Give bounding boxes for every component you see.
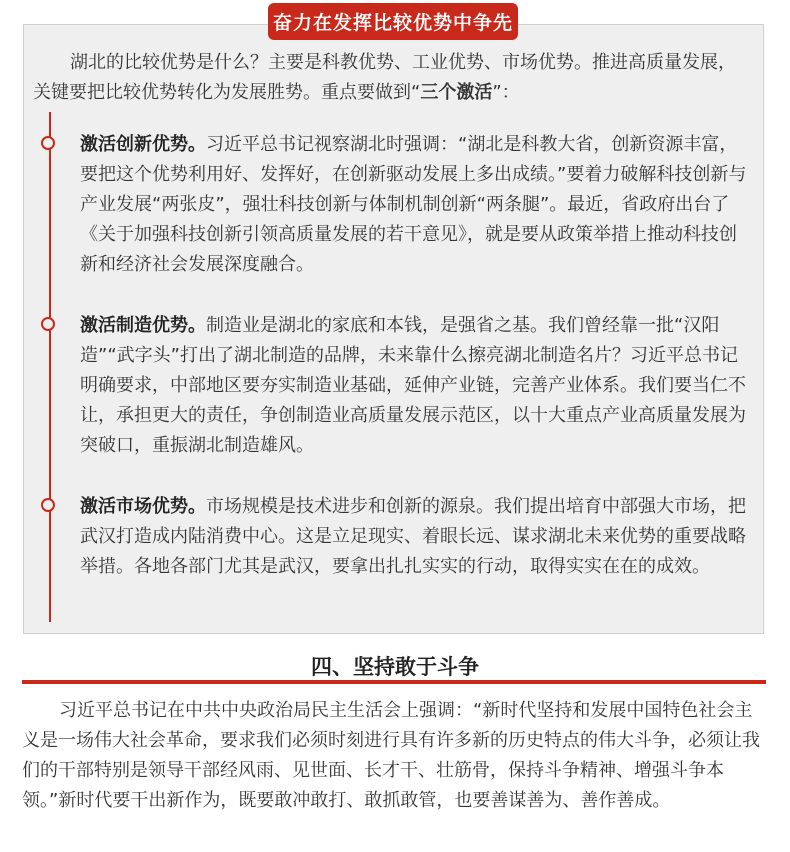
item-heading: 激活市场优势。	[80, 496, 206, 517]
timeline-dot	[41, 136, 55, 150]
timeline-dot	[41, 317, 55, 331]
item-heading: 激活创新优势。	[80, 134, 206, 155]
item-heading: 激活制造优势。	[80, 315, 206, 336]
intro-paragraph	[33, 48, 745, 108]
timeline-dot	[41, 498, 55, 512]
list-item	[80, 130, 748, 280]
section-divider	[22, 680, 766, 684]
intro-text-after: ”：	[492, 82, 520, 103]
timeline-line	[49, 112, 51, 622]
list-item	[80, 492, 748, 582]
box-title: 奋力在发挥比较优势中争先	[268, 3, 518, 40]
section-paragraph: 习近平总书记在中共中央政治局民主生活会上强调：“新时代坚持和发展中国特色社会主义是一场伟大社会革命，要求我们必须时刻进行具有许多新的历史特点的伟大斗争，必须让我们的干部特别是领导干部经风雨、见世面、长才干、壮筋骨，保持斗争精神、增强斗争本领。”新时代要干出新作为，既要敢冲敢打、敢抓敢管，也要善谋善为、善作善成。	[22, 700, 760, 811]
intro-bold: 三个激活	[420, 82, 493, 103]
list-item	[80, 311, 748, 461]
item-text: 市场规模是技术进步和创新的源泉。我们提出培育中部强大市场，把武汉打造成内陆消费中心。这是立足现实、着眼长远、谋求湖北未来优势的重要战略举措。各地各部门尤其是武汉，要拿出扎扎实实的行动，取得实实在在的成效。	[80, 496, 746, 577]
section-title: 四、坚持敢于斗争	[311, 655, 479, 679]
item-text: 习近平总书记视察湖北时强调：“湖北是科教大省，创新资源丰富，要把这个优势利用好、发挥好，在创新驱动发展上多出成绩。”要着力破解科技创新与产业发展“两张皮”，强壮科技创新与体制机制创新“两条腿”。最近，省政府出台了《关于加强科技创新引领高质量发展的若干意见》，就是要从政策举措上推动科技创新和经济社会发展深度融合。	[80, 134, 747, 275]
intro-text-before: 湖北的比较优势是什么？主要是科教优势、工业优势、市场优势。推进高质量发展，关键要把比较优势转化为发展胜势。重点要做到“	[33, 52, 736, 103]
item-text: 制造业是湖北的家底和本钱，是强省之基。我们曾经靠一批“汉阳造”“武字头”打出了湖北制造的品牌，未来靠什么擦亮湖北制造名片？习近平总书记明确要求，中部地区要夯实制造业基础，延伸产业链，完善产业体系。我们要当仁不让，承担更大的责任，争创制造业高质量发展示范区，以十大重点产业高质量发展为突破口，重振湖北制造雄风。	[80, 315, 746, 456]
